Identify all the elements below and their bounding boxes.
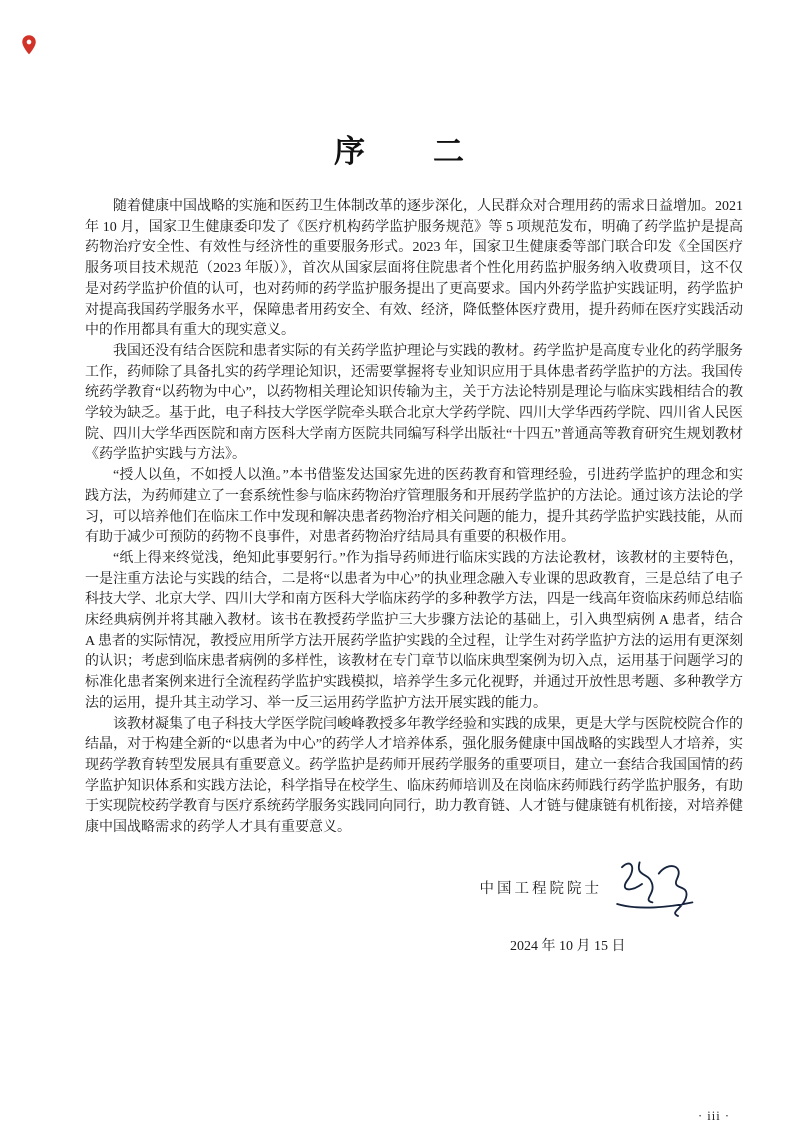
- signature-title: 中国工程院院士: [479, 881, 602, 898]
- signature-date: 2024 年 10 月 15 日: [510, 938, 626, 954]
- signature-block: [0, 853, 800, 923]
- page-number: · iii ·: [698, 1109, 730, 1123]
- paragraph-4: “纸上得来终觉浅，绝知此事要躬行。”作为指导药师进行临床实践的方法论教材，该教材的主要特色，一是注重方法论与实践的结合，二是将“以患者为中心”的执业理念融入专业课的思政教育，三是总结了电子科技大学、北京大学、四川大学和南方医科大学临床药学的多种教学方法，四是一线高年资临床药师总结临床经典病例并将其融入教材。该书在教授药学监护三大步骤方法论的基础上，引入典型病例 A 患者，结合 A 患者的实际情况，教授应用所学方法开展药学监护实践的全过程，让学生对药学监护方法的运用有更深刻的认识；考虑到临床患者病例的多样性，该教材在专门章节以临床典型案例为切入点，运用基于问题学习的标准化患者案例来进行全流程药学监护实践模拟，培养学生多元化视野，并通过开放性思考题、多种教学方法的运用，提升其主动学习、举一反三运用药学监护方法开展实践的能力。: [85, 550, 743, 711]
- paragraph-1: 随着健康中国战略的实施和医药卫生体制改革的逐步深化，人民群众对合理用药的需求日益增加。2021 年 10 月，国家卫生健康委印发了《医疗机构药学监护服务规范》等 5 项规范发布，明确了药学监护是提高药物治疗安全性、有效性与经济性的重要服务形式。2023 年，国家卫生健康委等部门联合印发《全国医疗服务项目技术规范（2023 年版）》，首次从国家层面将住院患者个性化用药监护服务纳入收费项目，这不仅是对药学监护价值的认可，也对药师的药学监护服务提出了更高要求。国内外药学监护实践证明，药学监护对提高我国药学服务水平，保障患者用药安全、有效、经济，降低整体医疗费用，提升药师在医疗实践活动中的作用都具有重大的现实意义。: [85, 199, 743, 339]
- page-title: 序 二: [334, 134, 466, 169]
- paragraph-5: 该教材凝集了电子科技大学医学院闫峻峰教授多年教学经验和实践的成果，更是大学与医院校院合作的结晶，对于构建全新的“以患者为中心”的药学人才培养体系，强化服务健康中国战略的实践型人才培养，实现药学教育转型发展具有重要意义。药学监护是药师开展药学服务的重要项目，建立一套结合我国国情的药学监护知识体系和实践方法论，科学指导在校学生、临床药师培训及在岗临床药师践行药学监护服务，有助于实现院校药学教育与医疗系统药学服务实践同向同行，助力教育链、人才链与健康链有机衔接，对培养健康中国战略需求的药学人才具有重要意义。: [85, 716, 743, 836]
- red-map-pin-icon[interactable]: [20, 34, 38, 56]
- paragraph-3: “授人以鱼，不如授人以渔。”本书借鉴发达国家先进的医药教育和管理经验，引进药学监护的理念和实践方法，为药师建立了一套系统性参与临床药物治疗管理服务和开展药学监护的方法论。通过该方法论的学习，可以培养他们在临床工作中发现和解决患者药物治疗相关问题的能力，提升其药学监护实践技能，从而有助于减少可预防的药物不良事件，对患者药物治疗结局具有重要的积极作用。: [85, 468, 743, 546]
- paragraph-2: 我国还没有结合医院和患者实际的有关药学监护理论与实践的教材。药学监护是高度专业化的药学服务工作，药师除了具备扎实的药学理论知识，还需要掌握将专业知识应用于具体患者药学监护的方法。我国传统药学教育“以药物为中心”，以药物相关理论知识传输为主，关于方法论特别是理论与临床实践相结合的教学较为缺乏。基于此，电子科技大学医学院牵头联合北京大学药学院、四川大学华西药学院、四川省人民医院、四川大学华西医院和南方医科大学南方医院共同编写科学出版社“十四五”普通高等教育研究生规划教材《药学监护实践与方法》。: [85, 343, 743, 463]
- handwritten-signature-icon: [606, 856, 702, 920]
- preface-body: [85, 197, 743, 839]
